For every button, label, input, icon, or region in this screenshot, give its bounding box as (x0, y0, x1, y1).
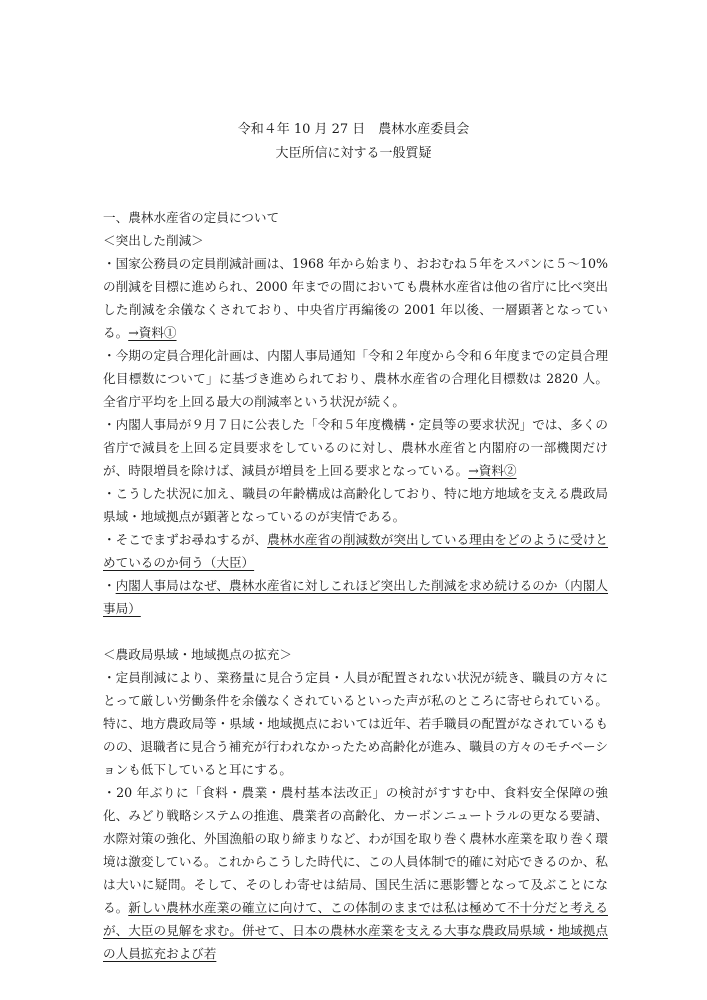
reference-link: →資料② (468, 463, 517, 478)
question-text: 新しい農林水産業の確立に向けて、この体制のままでは私は極めて不十分だと考えるが、大臣の見解を求む。併せて、日本の農林水産業を支える大事な農政局県域・地域拠点の人員拡充および若 (103, 900, 608, 961)
paragraph-text: ・国家公務員の定員削減計画は、1968 年から始まり、おおむね５年をスパンに５～10%の削減を目標に進められ、2000 年までの間においても農林水産省は他の省庁に比べ突出した削減を余儀なくされており、中央省庁再編後の 2001 年以後、一層顕著となっている。 (103, 256, 608, 340)
reference-link: →資料① (128, 325, 177, 340)
paragraph-text: ・内閣人事局が９月７日に公表した「令和５年度機構・定員等の要求状況」では、多くの省庁で減員を上回る定員要求をしているのに対し、農林水産省と内閣府の一部機関だけが、時限増員を除けば、減員が増員を上回る要求となっている。 (103, 417, 608, 478)
paragraph: ・今期の定員合理化計画は、内閣人事局通知「令和２年度から令和６年度までの定員合理化目標数について」に基づき進められており、農林水産省の合理化目標数は 2820 人。全省庁平均を上回る最大の削減率という状況が続く。 (103, 348, 608, 409)
question-paragraph (103, 528, 608, 574)
subsection-heading: ＜突出した削減＞ (103, 233, 204, 248)
paragraph: ・定員削減により、業務量に見合う定員・人員が配置されない状況が続き、職員の方々にとって厳しい労働条件を余儀なくされているといった声が私のところに寄せられている。特に、地方農政局等・県域・地域拠点においては近年、若手職員の配置がなされているものの、退職者に見合う補充が行われなかったため高齢化が進み、職員の方々のモチベーションも低下していると耳にする。 (103, 670, 608, 777)
document-body (103, 206, 608, 965)
paragraph: ・こうした状況に加え、職員の年齢構成は高齢化しており、特に地方地域を支える農政局県域・地域拠点が顕著となっているのが実情である。 (103, 486, 608, 524)
paragraph-text: ・ (103, 578, 116, 593)
question-paragraph (103, 574, 608, 620)
paragraph-text: ・そこでまずお尋ねするが、 (103, 532, 268, 547)
question-text: 農林水産省の削減数が突出している理由をどのように受けとめているのか伺う（大臣） (103, 532, 609, 570)
spacer (103, 620, 608, 643)
date-committee-line: 令和４年 10 月 27 日 農林水産委員会 (237, 122, 470, 137)
question-text: 内閣人事局はなぜ、農林水産省に対しこれほど突出した削減を求め続けるのか（内閣人事局） (103, 578, 609, 616)
paragraph-text: ・20 年ぶりに「食料・農業・農村基本法改正」の検討がすすむ中、食料安全保障の強化、みどり戦略システムの推進、農業者の高齢化、カーボンニュートラルの更なる要請、水際対策の強化、外国漁船の取り締まりなど、わが国を取り巻く農林水産業を取り巻く環境は激変している。これからこうした時代に、この人員体制で的確に対応できるのか、私は大いに疑問。そして、そのしわ寄せは結局、国民生活に悪影響となって及ぶことになる。 (103, 785, 608, 915)
paragraph (103, 252, 608, 344)
document-header (0, 118, 707, 166)
section-heading: 一、農林水産省の定員について (103, 210, 280, 225)
document-title: 大臣所信に対する一般質疑 (275, 146, 432, 161)
subsection-heading: ＜農政局県域・地域拠点の拡充＞ (103, 647, 292, 662)
question-paragraph (103, 781, 608, 965)
paragraph (103, 413, 608, 482)
